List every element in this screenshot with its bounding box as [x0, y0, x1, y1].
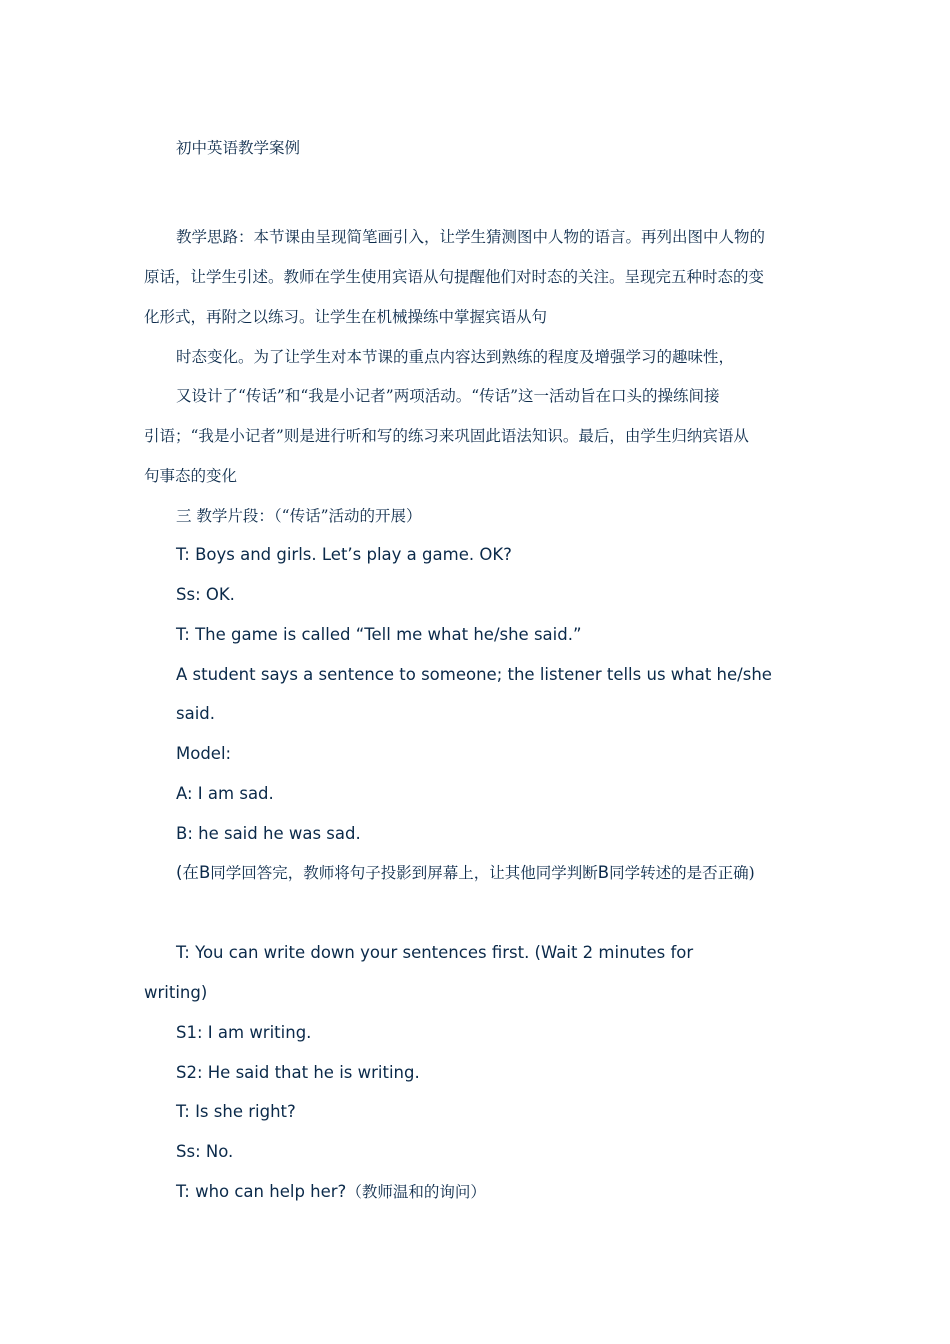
- dialogue-student-2: S2: He said that he is writing.: [176, 1063, 420, 1082]
- teacher-note-b-2: B: [597, 863, 610, 882]
- paragraph-teaching-idea-line-1: 教学思路：本节课由呈现简笔画引入，让学生猜测图中人物的语言。再列出图中人物的: [176, 228, 766, 246]
- dialogue-teacher-line-5-note: （教师温和的询问）: [346, 1183, 486, 1201]
- dialogue-teacher-line-5: [176, 1179, 486, 1206]
- teacher-note-prefix: (在: [176, 863, 199, 882]
- paragraph-activities-line-2: 引语；“我是小记者”则是进行听和写的练习来巩固此语法知识。最后，由学生归纳宾语从: [144, 427, 749, 445]
- teacher-note: [176, 860, 755, 887]
- dialogue-students-line-1: Ss: OK.: [176, 585, 235, 604]
- paragraph-teaching-idea-line-3: 化形式，再附之以练习。让学生在机械操练中掌握宾语从句: [144, 308, 548, 326]
- teacher-note-middle: 同学回答完，教师将句子投影到屏幕上，让其他同学判断: [210, 864, 598, 882]
- dialogue-teacher-line-5-english: T: who can help her?: [176, 1182, 347, 1201]
- paragraph-activities-line-3: 句事态的变化: [144, 467, 238, 485]
- dialogue-teacher-line-3-continued: writing): [144, 983, 208, 1002]
- teacher-note-end: 同学转述的是否正确): [609, 864, 755, 882]
- model-line-a: A: I am sad.: [176, 784, 274, 803]
- dialogue-students-line-2: Ss: No.: [176, 1142, 234, 1161]
- paragraph-tense-change: 时态变化。为了让学生对本节课的重点内容达到熟练的程度及增强学习的趣味性，: [176, 348, 735, 366]
- model-line-b: B: he said he was sad.: [176, 824, 361, 843]
- teacher-note-b-1: B: [198, 863, 211, 882]
- dialogue-explanation-line-2: said.: [176, 704, 216, 723]
- dialogue-teacher-line-1: T: Boys and girls. Let’s play a game. OK?: [176, 545, 512, 564]
- dialogue-teacher-line-4: T: Is she right?: [176, 1102, 296, 1121]
- dialogue-student-1: S1: I am writing.: [176, 1023, 312, 1042]
- section-heading-teaching-fragment: 三 教学片段：（“传话”活动的开展）: [176, 507, 422, 525]
- model-label: Model:: [176, 744, 232, 763]
- paragraph-activities-line-1: 又设计了“传话”和“我是小记者”两项活动。“传话”这一活动旨在口头的操练间接: [176, 387, 720, 405]
- paragraph-teaching-idea-line-2: 原话，让学生引述。教师在学生使用宾语从句提醒他们对时态的关注。呈现完五种时态的变: [144, 268, 765, 286]
- dialogue-explanation-line-1: A student says a sentence to someone; the listener tells us what he/she: [176, 665, 772, 684]
- document-title: 初中英语教学案例: [176, 139, 301, 157]
- dialogue-teacher-line-2: T: The game is called “Tell me what he/she said.”: [176, 625, 582, 644]
- dialogue-teacher-line-3: T: You can write down your sentences first. (Wait 2 minutes for: [176, 943, 694, 962]
